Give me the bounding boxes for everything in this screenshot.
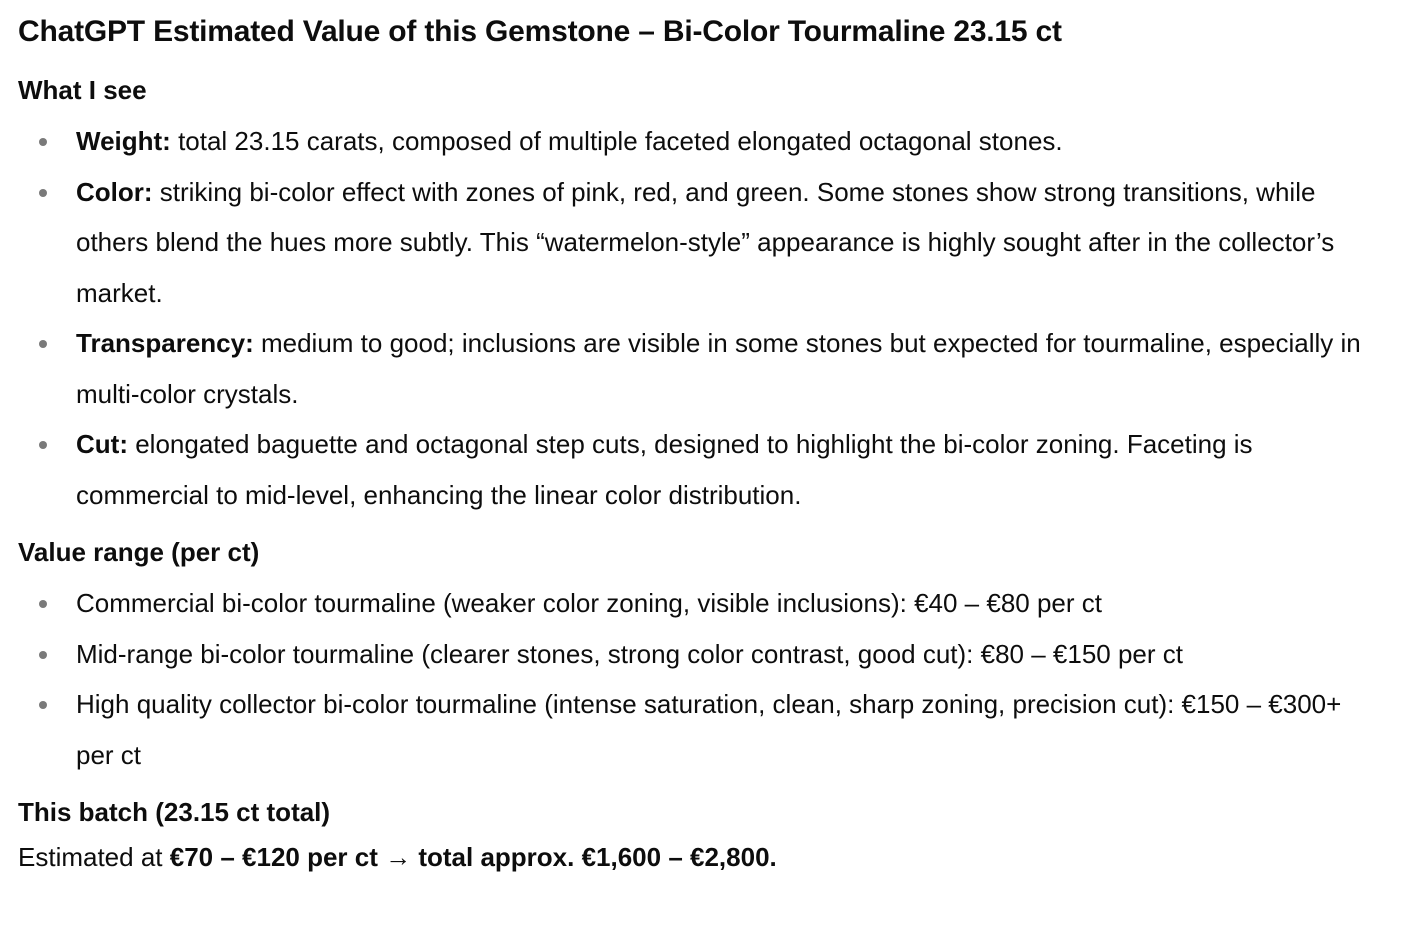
item-text: striking bi-color effect with zones of pink, red, and green. Some stones show strong transitions, while others blend the hues more subtly. This “watermelon-style” appearance is highly sought after in the collector’s market. [76,176,1335,308]
list-item-high-quality [18,679,1396,780]
value-range-heading: Value range (per ct) [18,537,260,567]
list-item-transparency [18,318,1396,419]
list-item-color [18,167,1396,319]
item-label: Weight: [76,126,171,156]
item-text: Mid-range bi-color tourmaline (clearer stones, strong color contrast, good cut): €80 – €150 per ct [76,638,1183,669]
list-item-commercial [18,578,1396,629]
list-item-mid-range [18,629,1396,680]
what-i-see-list [18,116,1396,520]
what-i-see-heading: What I see [18,75,147,105]
item-text: Commercial bi-color tourmaline (weaker color zoning, visible inclusions): €40 – €80 per ct [76,588,1102,618]
bullet-icon [39,441,47,449]
batch-estimate-prefix: Estimated at [18,842,170,872]
item-text: High quality collector bi-color tourmaline (intense saturation, clean, sharp zoning, precision cut): €150 – €300+ per ct [76,689,1342,770]
batch-estimate-value: €70 – €120 per ct → total approx. €1,600 – €2,800. [169,842,777,872]
batch-estimate [18,832,1396,882]
bullet-icon [39,600,47,608]
item-text: elongated baguette and octagonal step cuts, designed to highlight the bi-color zoning. Faceting is commercial to mid-level, enhancing the linear color distribution. [76,429,1253,510]
bullet-icon [39,701,47,709]
item-label: Transparency: [76,328,254,358]
bullet-icon [39,651,47,659]
list-item-weight [18,116,1396,167]
item-text: medium to good; inclusions are visible in some stones but expected for tourmaline, especially in multi-color crystals. [76,328,1361,409]
bullet-icon [39,189,47,197]
item-label: Cut: [76,429,128,459]
document-title: ChatGPT Estimated Value of this Gemstone – Bi-Color Tourmaline 23.15 ct [18,15,1062,48]
value-range-list [18,578,1396,780]
item-text: total 23.15 carats, composed of multiple faceted elongated octagonal stones. [170,126,1063,156]
item-label: Color: [76,176,153,207]
bullet-icon [39,138,47,146]
list-item-cut [18,419,1396,520]
bullet-icon [39,340,47,348]
batch-heading: This batch (23.15 ct total) [18,797,331,827]
